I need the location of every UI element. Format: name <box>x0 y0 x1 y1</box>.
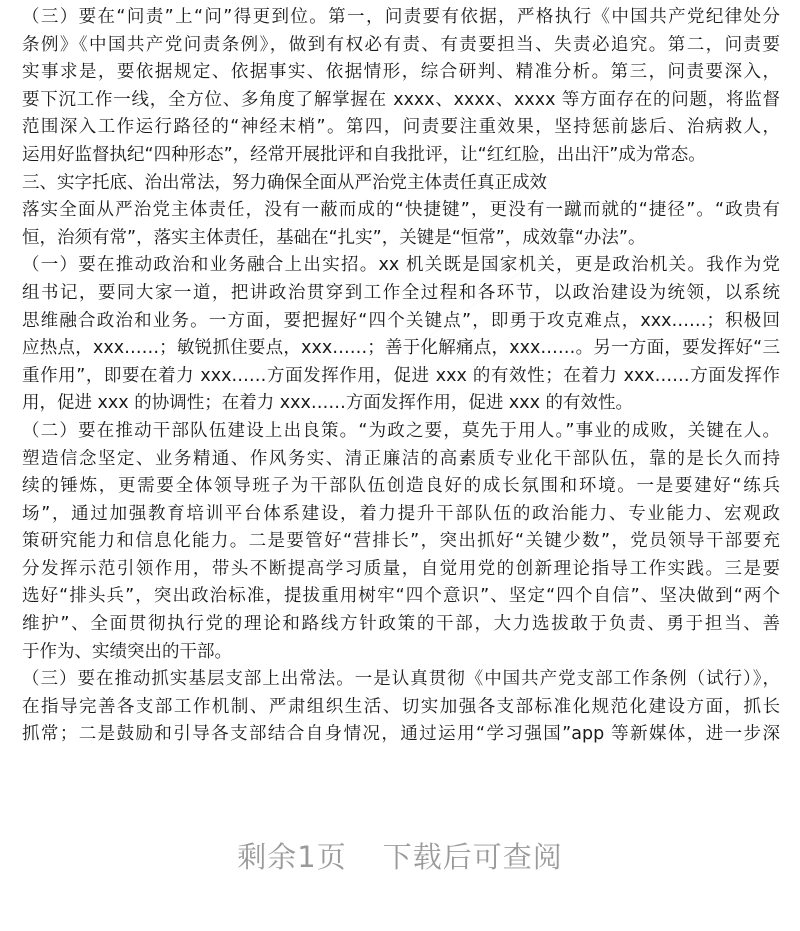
text-line: 恒，治须有常”，落实主体责任，基础在“扎实”，关键是“恒常”，成效靠“办法”。 <box>22 227 646 248</box>
text-line: 落实全面从严治党主体责任，没有一蔽而成的“快捷键”，更没有一蹴而就的“捷径”。“政贵有 <box>22 200 780 221</box>
text-line: 场”，通过加强教育培训平台体系建设，着力提升干部队伍的政治能力、专业能力、宏观政 <box>22 503 780 524</box>
text-line: 三、实字托底、治出常法，努力确保全面从严治党主体责任真正成效 <box>22 172 547 193</box>
text-line: 续的锤炼，更需要全体领导班子为干部队伍创造良好的成长氛围和环境。一是要建好“练兵 <box>22 476 780 497</box>
text-line: 用，促进 xxx 的协调性；在着力 xxx……方面发挥作用，促进 xxx 的有效性。 <box>22 393 634 414</box>
text-line: 分发挥示范引领作用，带头不断提高学习质量，自觉用党的创新理论指导工作实践。三是要 <box>22 558 780 579</box>
text-line: 维护”、全面贯彻执行党的理论和路线方针政策的干部，大力选拔敢于负责、勇于担当、善 <box>22 614 780 635</box>
text-line: 在指导完善各支部工作机制、严肃组织生活、切实加强各支部标准化规范化建设方面，抓长 <box>22 696 780 717</box>
text-line: 于作为、实绩突出的干部。 <box>22 641 232 662</box>
text-line: 实事求是，要依据规定、依据事实、依据情形，综合研判、精准分析。第三，问责要深入， <box>22 62 780 83</box>
text-line: 塑造信念坚定、业务精通、作风务实、清正廉洁的高素质专业化干部队伍，靠的是长久而持 <box>22 448 780 469</box>
preview-limit-notice[interactable] <box>0 835 800 876</box>
text-line: 应热点，xxx……；敏锐抓住要点，xxx……；善于化解痛点，xxx……。另一方面，要发挥好“三 <box>22 338 780 359</box>
text-line: 抓常；二是鼓励和引导各支部结合自身情况，通过运用“学习强国”app 等新媒体，进一步深 <box>22 724 780 745</box>
text-line: 组书记，要同大家一道，把讲政治贯穿到工作全过程和各环节，以政治建设为统领，以系统 <box>22 282 780 303</box>
text-line: 思维融合政治和业务。一方面，要把握好“四个关键点”，即勇于攻克难点，xxx……；积极回 <box>22 310 780 331</box>
text-line: 要下沉工作一线，全方位、多角度了解掌握在 xxxx、xxxx、xxxx 等方面存在的问题，将监督 <box>22 89 780 110</box>
text-line: 范围深入工作运行路径的“神经末梢”。第四，问责要注重效果，坚持惩前毖后、治病救人， <box>22 117 780 138</box>
text-line: 条例》《中国共产党问责条例》，做到有权必有责、有责要担当、失责必追究。第二，问责要 <box>22 34 780 55</box>
text-line: 选好“排头兵”，突出政治标准，提拔重用树牢“四个意识”、坚定“四个自信”、坚决做到“两个 <box>22 586 780 607</box>
download-to-view-label[interactable]: 下载后可查阅 <box>382 840 563 874</box>
text-line: 策研究能力和信息化能力。二是要管好“营排长”，突出抓好“关键少数”，党员领导干部要充 <box>22 531 780 552</box>
text-line: （三）要在“问责”上“问”得更到位。第一，问责要有依据，严格执行《中国共产党纪律处分 <box>22 7 780 27</box>
text-line: 重作用”，即要在着力 xxx……方面发挥作用，促进 xxx 的有效性；在着力 xxx……方面发挥作 <box>22 365 780 386</box>
text-line: 运用好监督执纪“四种形态”，经常开展批评和自我批评，让“红红脸，出出汗”成为常态。 <box>22 144 706 165</box>
remaining-pages-label: 剩余1页 <box>237 840 347 874</box>
text-line: （一）要在推动政治和业务融合上出实招。xx 机关既是国家机关，更是政治机关。我作为党 <box>22 255 780 276</box>
document-body <box>22 4 780 749</box>
text-line: （二）要在推动干部队伍建设上出良策。“为政之要，莫先于用人。”事业的成败，关键在人。 <box>22 420 780 441</box>
text-line: （三）要在推动抓实基层支部上出常法。一是认真贯彻《中国共产党支部工作条例（试行）》， <box>22 669 780 690</box>
